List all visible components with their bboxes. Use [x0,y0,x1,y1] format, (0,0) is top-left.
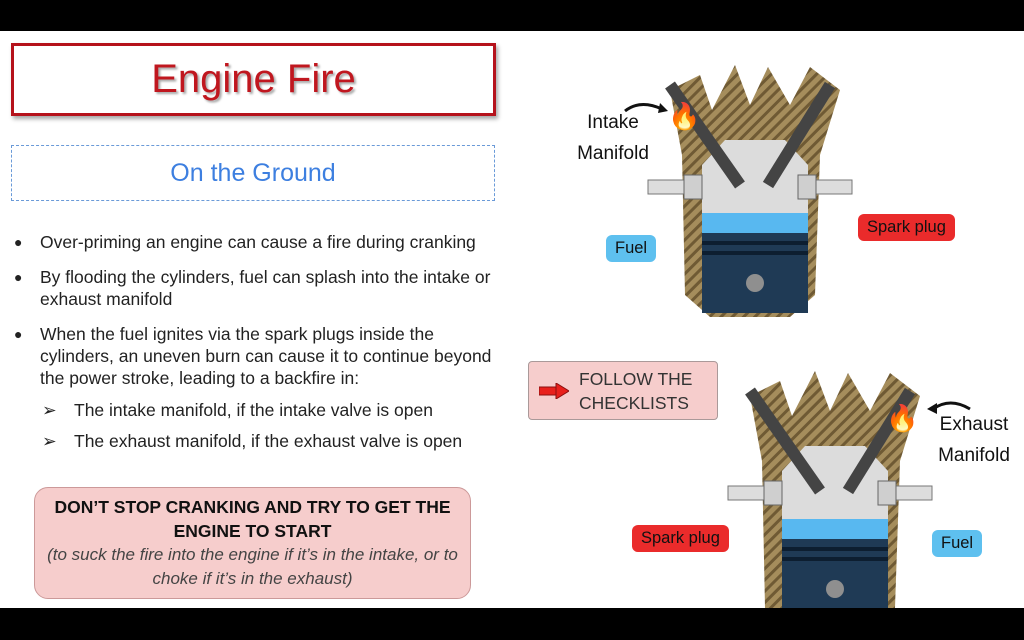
sub-bullet-item [42,399,544,421]
bullet-text: When the fuel ignites via the spark plugs inside the cylinders, an uneven burn can cause it to continue beyond the power stroke, leading to a backfire in: [40,324,492,388]
label-line2: Manifold [938,445,1010,466]
follow-line1: FOLLOW THE [579,368,693,389]
fuel-tag: Fuel [606,235,656,262]
bullet-text: Over-priming an engine can cause a fire during cranking [40,232,476,252]
label-line2: Manifold [577,143,649,164]
warning-note: (to suck the fire into the engine if it’s in the intake, or to choke if it’s in the exhaust) [47,545,458,588]
title-box [11,43,496,116]
engine-diagram-top [640,45,860,317]
label-line1: Intake [587,112,639,133]
label-line1: Exhaust [939,414,1009,435]
bullet-item [14,231,544,253]
bullet-dot-icon: ● [14,234,23,250]
arrowhead-icon: ➢ [42,400,57,420]
slide [0,31,1024,608]
warning-box [34,487,471,599]
sub-bullet-text: The exhaust manifold, if the exhaust valve is open [74,431,463,451]
arrowhead-icon: ➢ [42,431,57,451]
cylinder-illustration [720,351,940,608]
follow-text [579,367,692,415]
page-title: Engine Fire [151,57,356,101]
curved-arrow-icon [620,97,670,117]
sub-bullet-text: The intake manifold, if the intake valve is open [74,400,433,420]
bullet-dot-icon: ● [14,269,23,285]
exhaust-manifold-label [926,409,1022,471]
follow-line2: CHECKLISTS [579,392,689,413]
cylinder-illustration [640,45,860,317]
bullet-list [14,231,544,461]
page-subtitle: On the Ground [170,158,336,187]
fuel-tag: Fuel [932,530,982,557]
sub-bullet-item [42,430,544,452]
bullet-item [14,266,544,310]
warning-title: DON’T STOP CRANKING AND TRY TO GET THE ENGINE TO START [54,497,451,541]
subtitle-box [11,145,495,201]
spark-plug-tag: Spark plug [632,525,729,552]
flame-icon: 🔥 [668,101,701,131]
bullet-item [14,323,544,389]
bullet-dot-icon: ● [14,326,23,342]
flame-icon: 🔥 [886,403,919,433]
engine-diagram-bottom [720,351,940,608]
bullet-text: By flooding the cylinders, fuel can splash into the intake or exhaust manifold [40,267,491,309]
spark-plug-tag: Spark plug [858,214,955,241]
red-arrow-icon [539,383,569,399]
follow-checklists-box [528,361,718,420]
